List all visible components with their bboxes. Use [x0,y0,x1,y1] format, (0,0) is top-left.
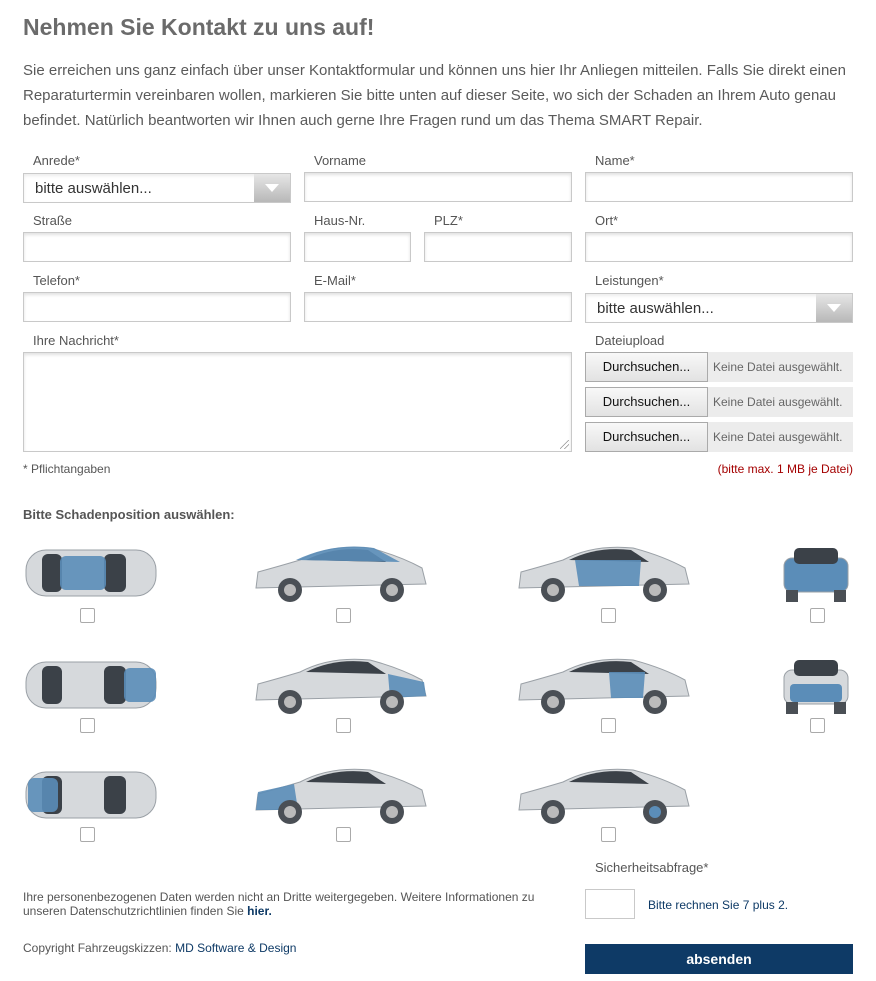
vorname-field[interactable] [304,172,572,202]
browse-button[interactable]: Durchsuchen... [585,387,708,417]
damage-section-title: Bitte Schadenposition auswählen: [23,507,235,522]
damage-position-checkbox[interactable] [80,827,95,842]
submit-button[interactable]: absenden [585,944,853,974]
security-answer-field[interactable] [585,889,635,919]
chevron-down-icon [254,174,290,202]
security-question: Bitte rechnen Sie 7 plus 2. [648,898,789,912]
car-sketch-side [513,762,693,828]
name-label: Name* [595,153,635,168]
car-sketch-front [778,652,854,718]
copyright-text: Copyright Fahrzeugskizzen: [23,941,176,955]
email-label: E-Mail* [314,273,356,288]
car-sketch-side [250,652,432,718]
damage-position-checkbox[interactable] [601,608,616,623]
damage-position-checkbox[interactable] [80,718,95,733]
damage-position-checkbox[interactable] [810,718,825,733]
hausnr-field[interactable] [304,232,411,262]
strasse-label: Straße [33,213,73,228]
damage-position-checkbox[interactable] [601,718,616,733]
privacy-note [23,890,563,918]
damage-position-checkbox[interactable] [336,827,351,842]
file-status: Keine Datei ausgewählt. [713,395,843,409]
file-status: Keine Datei ausgewählt. [713,430,843,444]
nachricht-label: Ihre Nachricht* [33,333,119,348]
email-field[interactable] [304,292,572,322]
browse-button[interactable]: Durchsuchen... [585,422,708,452]
strasse-field[interactable] [23,232,291,262]
car-sketch-side [513,652,693,718]
name-field[interactable] [585,172,853,202]
damage-position-checkbox[interactable] [336,608,351,623]
anrede-value: bitte auswählen... [35,180,152,197]
plz-field[interactable] [424,232,572,262]
damage-position-checkbox[interactable] [80,608,95,623]
file-upload-2[interactable] [585,387,853,417]
car-sketch-top [24,762,160,828]
intro-text: Sie erreichen uns ganz einfach über unser Kontaktformular und können uns hier Ihr Anliegen mitteilen. Falls Sie direkt einen Reparaturtermin vereinbaren wollen, markieren Sie bitte unten auf dieser Seite, wo sich der Schaden an Ihrem Auto genau befindet. Natürlich beantworten wir Ihnen auch gerne Ihre Fragen rund um das Thema SMART Repair. [23,62,846,129]
chevron-down-icon [816,294,852,322]
nachricht-textarea[interactable] [23,352,572,452]
file-status: Keine Datei ausgewählt. [713,360,843,374]
required-note: * Pflichtangaben [23,462,111,476]
damage-position-checkbox[interactable] [336,718,351,733]
telefon-label: Telefon* [33,273,80,288]
damage-position-checkbox[interactable] [810,608,825,623]
leistungen-label: Leistungen* [595,273,664,288]
leistungen-select[interactable] [585,293,853,323]
file-limit-note: (bitte max. 1 MB je Datei) [717,462,853,476]
plz-label: PLZ* [434,213,463,228]
security-label: Sicherheitsabfrage* [595,860,709,875]
copyright-note [23,941,296,955]
ort-label: Ort* [595,213,619,228]
leistungen-value: bitte auswählen... [597,300,714,317]
copyright-link[interactable]: MD Software & Design [175,941,297,955]
vorname-label: Vorname [314,153,367,168]
ort-field[interactable] [585,232,853,262]
car-sketch-top [24,540,160,606]
file-upload-3[interactable] [585,422,853,452]
privacy-text: Ihre personenbezogenen Daten werden nicht an Dritte weitergegeben. Weitere Informationen zu unseren Datenschutzrichtlinien finden Sie [23,890,535,918]
resize-grip-icon[interactable] [560,440,569,449]
car-sketch-rear [778,540,854,606]
browse-button[interactable]: Durchsuchen... [585,352,708,382]
car-sketch-top [24,652,160,718]
page-title: Nehmen Sie Kontakt zu uns auf! [23,14,375,40]
anrede-label: Anrede* [33,153,80,168]
file-upload-1[interactable] [585,352,853,382]
dateiupload-label: Dateiupload [595,333,665,348]
car-sketch-side [513,540,693,606]
anrede-select[interactable] [23,173,291,203]
hausnr-label: Haus-Nr. [314,213,366,228]
telefon-field[interactable] [23,292,291,322]
privacy-link[interactable]: hier. [247,904,272,918]
car-sketch-side [250,762,432,828]
car-sketch-side [250,540,432,606]
damage-position-checkbox[interactable] [601,827,616,842]
